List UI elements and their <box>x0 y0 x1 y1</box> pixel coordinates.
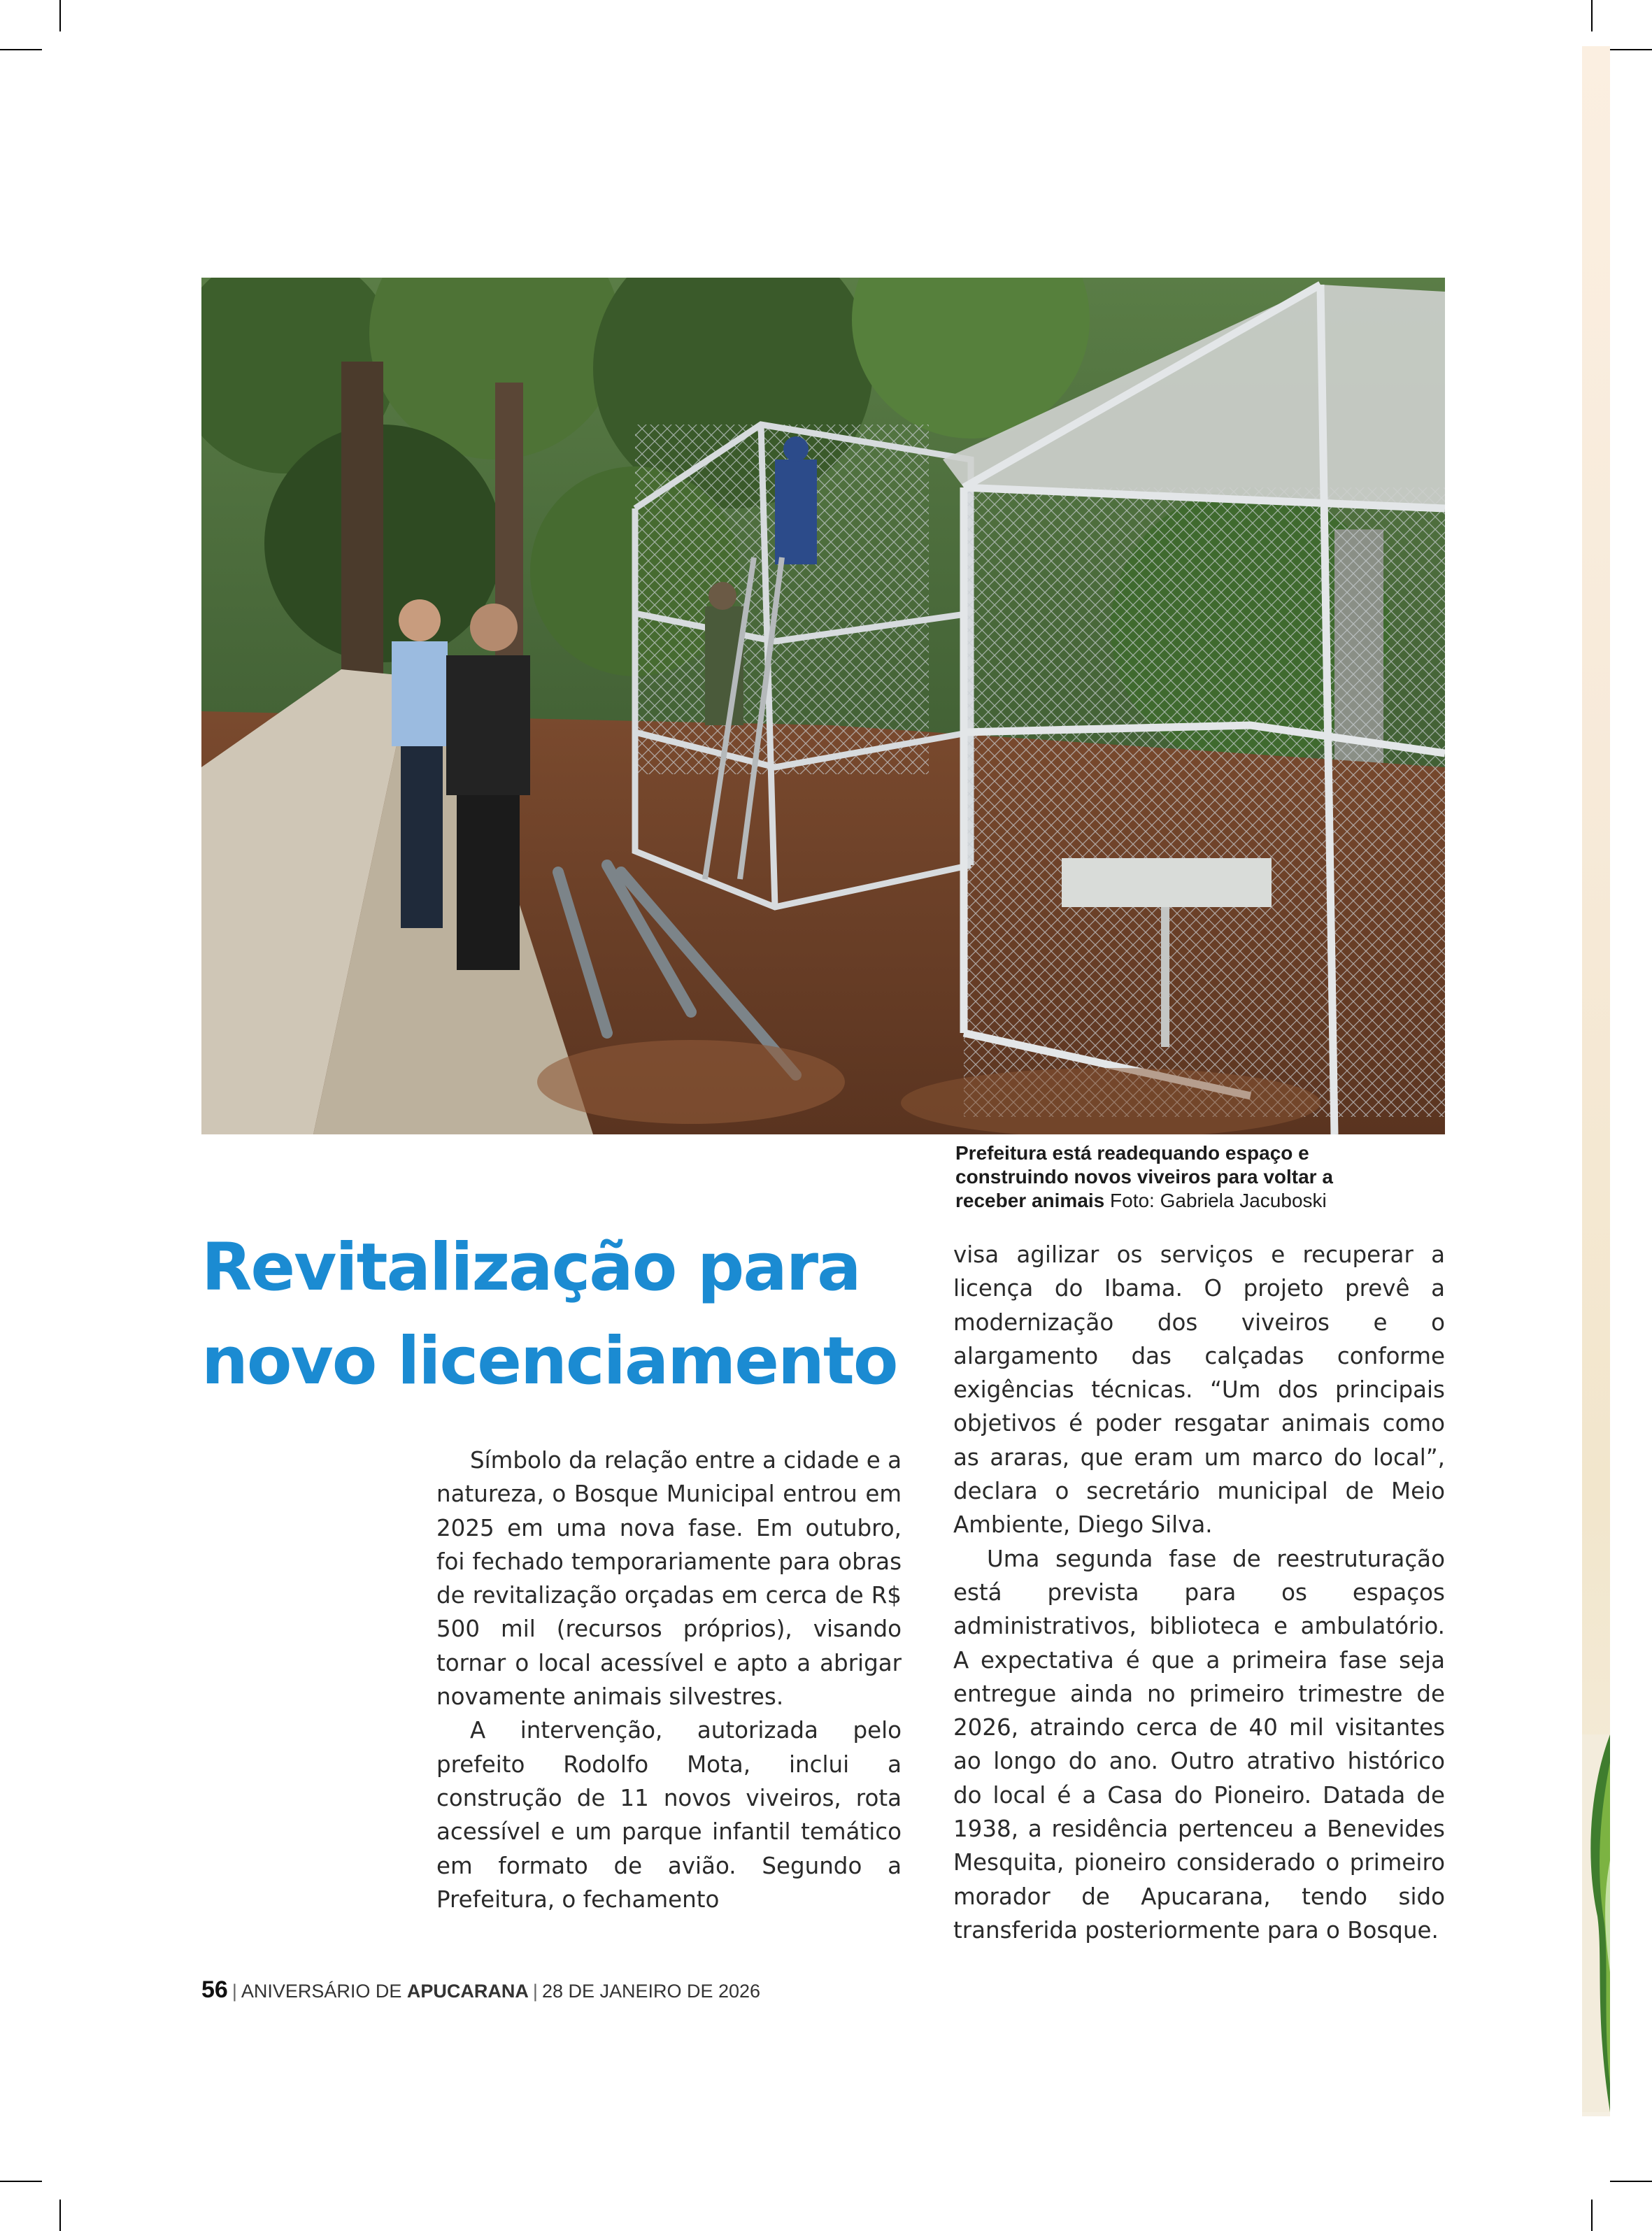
photo-credit: Foto: Gabriela Jacuboski <box>1110 1190 1327 1211</box>
construction-site-photo-icon <box>201 278 1445 1134</box>
crop-mark <box>59 2200 61 2231</box>
divider: | <box>532 1981 538 2002</box>
crop-mark <box>0 49 42 50</box>
article-headline <box>201 1221 936 1409</box>
photo-caption <box>955 1141 1403 1213</box>
leaf-decoration-icon <box>1582 1734 1610 2112</box>
footer-section: ANIVERSÁRIO DE <box>241 1981 402 2002</box>
text-column-right <box>953 1238 1445 1947</box>
crop-mark <box>1610 49 1652 50</box>
text-column-left <box>436 1444 902 1916</box>
crop-mark <box>1610 2181 1652 2182</box>
crop-mark <box>1591 0 1593 31</box>
crop-mark <box>0 2181 42 2182</box>
headline-line: Revitalização para <box>201 1229 860 1306</box>
crop-mark <box>1591 2200 1593 2231</box>
crop-mark <box>59 0 61 31</box>
footer-date: 28 DE JANEIRO DE 2026 <box>541 1981 761 2002</box>
paragraph: A intervenção, autorizada pelo prefeito Rodolfo Mota, inclui a construção de 11 novos viveiros, rota acessível e um parque infantil temático em formato de avião. Segundo a Prefeitura, o fechamento <box>436 1717 902 1913</box>
article-photo <box>201 278 1445 1134</box>
footer-city: APUCARANA <box>406 1981 529 2002</box>
divider: | <box>232 1981 237 2002</box>
page-footer <box>201 1976 760 2004</box>
paragraph: Símbolo da relação entre a cidade e a natureza, o Bosque Municipal entrou em 2025 em uma nova fase. Em outubro, foi fechado temporariamente para obras de revitalização orçadas em cerca de R$ 500 mil (recursos próprios), visando tornar o local acessível e apto a abrigar novamente animais silvestres. <box>436 1447 902 1711</box>
headline-line: novo licenciamento <box>201 1323 897 1399</box>
caption-text: Prefeitura está readequando espaço e construindo novos viveiros para voltar a receber animais <box>955 1142 1333 1211</box>
page-number: 56 <box>201 1976 228 2003</box>
paragraph: visa agilizar os serviços e recuperar a licença do Ibama. O projeto prevê a modernização dos viveiros e o alargamento das calçadas conforme exigências técnicas. “Um dos principais objetivos é poder resgatar animais como as araras, que eram um marco do local”, declara o secretário municipal de Meio Ambiente, Diego Silva. <box>953 1241 1445 1539</box>
paragraph: Uma segunda fase de reestruturação está prevista para os espaços administrativos, biblioteca e ambulatório. A expectativa é que a primeira fase seja entregue ainda no primeiro trimestre de 2026, atraindo cerca de 40 mil visitantes ao longo do ano. Outro atrativo histórico do local é a Casa do Pioneiro. Datada de 1938, a residência pertenceu a Benevides Mesquita, pioneiro considerado o primeiro morador de Apucarana, tendo sido transferida posteriormente para o Bosque. <box>953 1545 1445 1944</box>
